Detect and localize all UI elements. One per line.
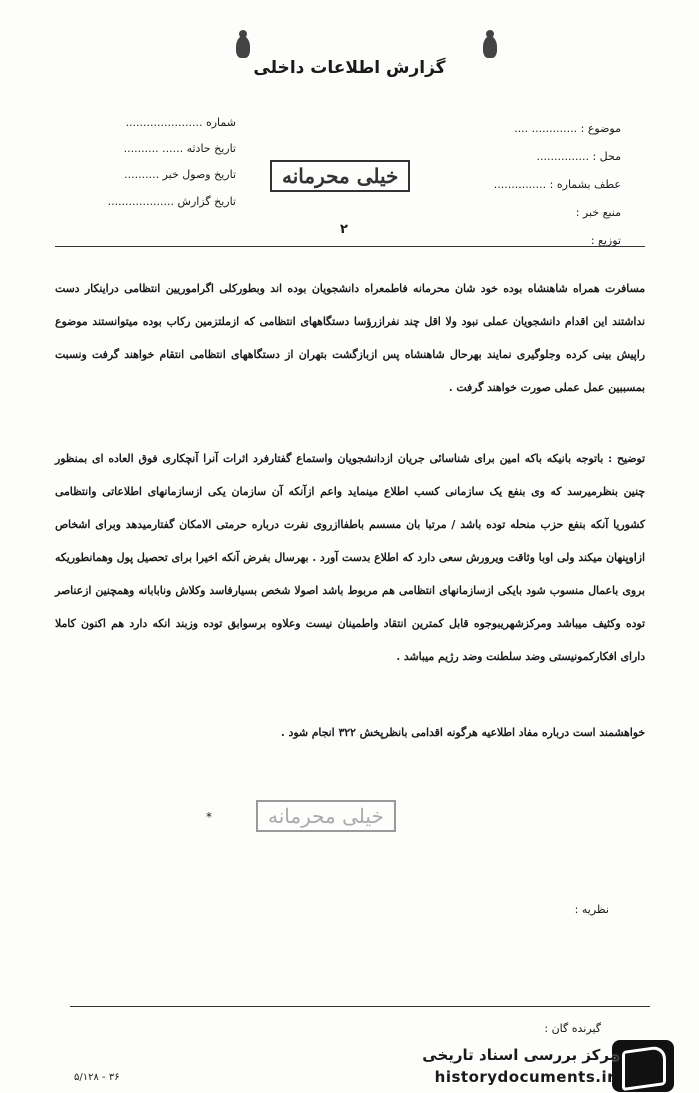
ref-number-field: عطف بشماره : ............... [493, 178, 621, 191]
distribution-field: توزیع : [590, 234, 621, 247]
body-paragraph-3: خواهشمند است درباره مفاد اطلاعیه هرگونه اقدامی بانظرپخش ۳۲۲ انجام شود . [281, 726, 645, 739]
report-date-field: تاریخ گزارش ................... [107, 195, 236, 208]
source-field: منبع خبر : [575, 206, 621, 219]
archive-logo-icon [612, 1040, 674, 1092]
body-paragraph-2: توضیح : باتوجه بانیکه باکه امین برای شناسائی جریان ازدانشجویان واستماع گفتارفرد اثرات آنرا آنچکاری فوق العاده ای بمنظور چنین بنظرمیرسد که وی بنفع یک سازمانی کسب اطلاع مینماید واعم ازآنکه آن سازمان یکی ازسازمانهای اطلاعاتی وانتظامی کشوریا آنکه بنفع حزب منحله توده باشد / مرتبا بان مسسم باطفاازروی نفرت درباره حرمتی الامکان گفتارمیدهد وبرای اشخاص ازاوپنهان میکند ولی اوبا وثاقت ویرورش سعی دارد که اطلاع بدست آورد . بهرسال بفرض آنکه اخیرا برای تحصیل پول وهمانطوریکه بروی باعمال منسوب شود بایکی ازسازمانهای انتظامی هم مربوط باشد اصولا شخص بسیارفاسد وکلاش ونابابانه وهمچنین ازعناصر توده وکثیف میباشد ومرکزشهریبوجوه قابل کمترین انتقاد واطمینان نیست وعلاوه برسوابق توده وزبند انکه دارد هم اکنون کاملا دارای افکارکمونیستی وضد سلطنت وضد رژیم میباشد . [55, 452, 645, 663]
receipt-date-field: تاریخ وصول خبر .......... [124, 168, 236, 181]
watermark-title: مرکز بررسی اسناد تاریخی [422, 1046, 619, 1064]
recipients-label: گیرنده گان : [544, 1022, 601, 1035]
top-secret-stamp: خیلی محرمانه [270, 160, 410, 192]
watermark-url[interactable]: historydocuments.ir [434, 1068, 615, 1086]
header-divider [55, 246, 645, 247]
location-field: محل : ............... [536, 150, 621, 163]
number-field: شماره ...................... [125, 116, 236, 129]
subject-field: موضوع : ............. .... [514, 122, 621, 135]
emblem-left-icon [236, 36, 250, 58]
body-paragraph-1: مسافرت همراه شاهنشاه بوده خود شان محرمانه فاطمعراه دانشجویان بوده اند وبطورکلی اگراموریین انتظامی دراینکار دست نداشتند این اقدام دانشجویان عملی نبود ولا اقل چند نفرازرؤسا دستگاههای انتظامی که ازملتزمین رکاب بوده میتوانستند موضوع راپیش بینی کرده وجلوگیری نمایند بهرحال شاهنشاه پس ازبازگشت بتهران از دستگاههای انتظامی انتقام خواهند گرفت ونسبت بمسببین عمل عملی صورت خواهند گرفت . [55, 282, 645, 394]
report-title: گزارش اطلاعات داخلی [253, 58, 446, 78]
incident-date-field: تاریخ حادثه ...... .......... [123, 142, 236, 155]
bottom-secret-stamp: خیلی محرمانه [256, 800, 396, 832]
asterisk-mark: * [206, 810, 212, 824]
emblem-right-icon [483, 36, 497, 58]
comment-label: نظریه : [574, 903, 609, 916]
reference-code: ۵/۱۲۸ - ۳۶ [74, 1072, 120, 1083]
page-number: ۲ [340, 222, 348, 237]
footer-divider [70, 1006, 650, 1007]
